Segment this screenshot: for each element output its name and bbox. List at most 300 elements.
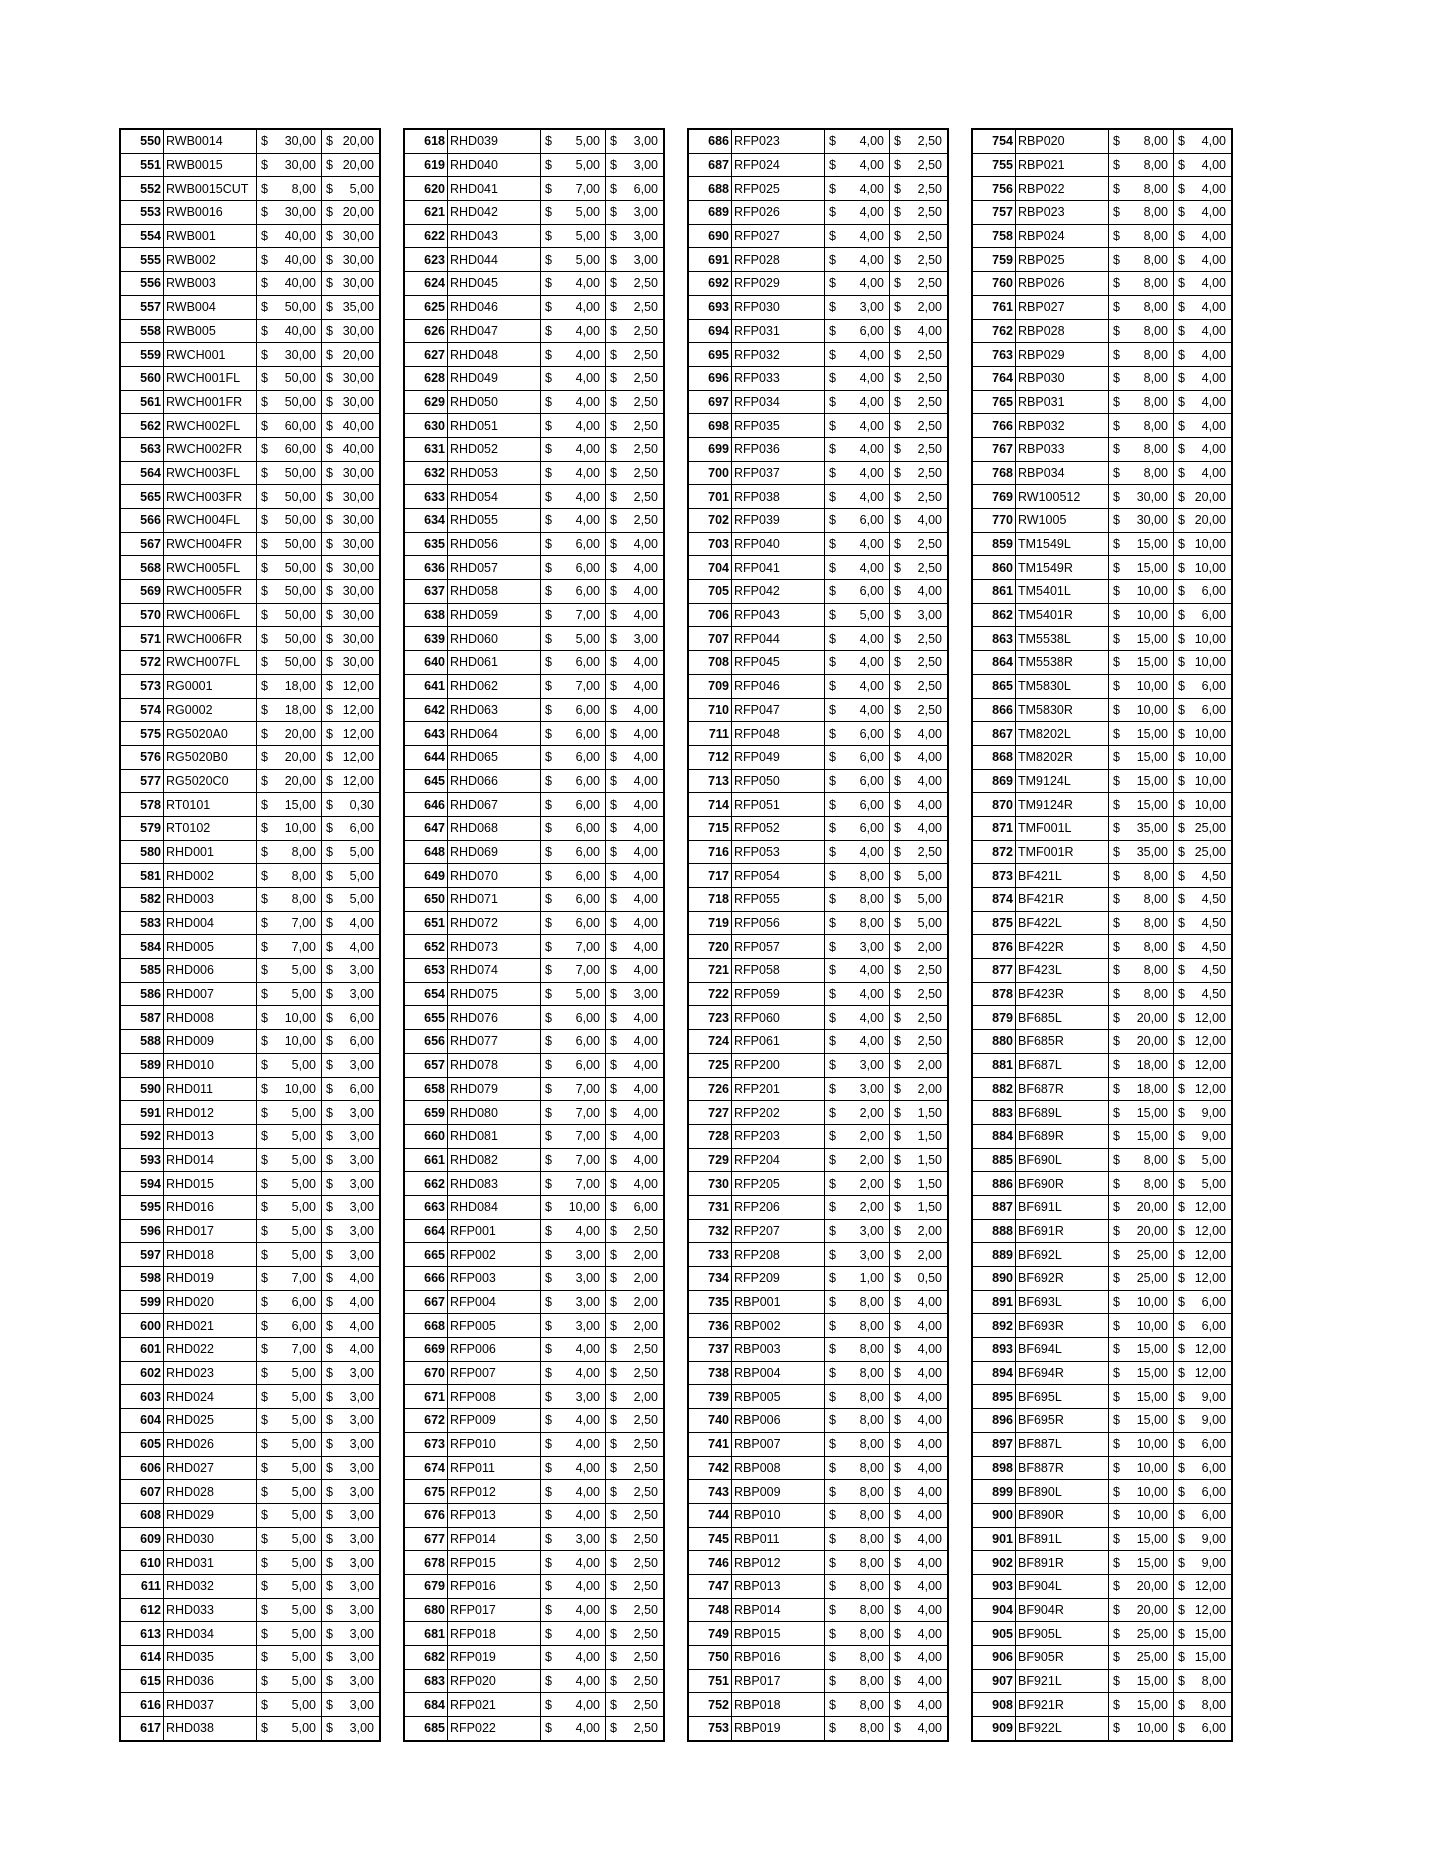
price-value: 7,00 (575, 939, 600, 954)
retail-price (257, 1717, 322, 1741)
retail-price (257, 911, 322, 935)
item-number: 645 (404, 769, 448, 793)
currency-symbol: $ (829, 465, 836, 480)
wholesale-price (322, 580, 381, 604)
currency-symbol: $ (1113, 1342, 1120, 1357)
currency-symbol: $ (326, 371, 333, 386)
retail-price (825, 1385, 890, 1409)
price-value: 40,00 (284, 252, 316, 267)
wholesale-price (322, 1717, 381, 1741)
item-code: RFP001 (448, 1219, 541, 1243)
item-number: 880 (972, 1030, 1016, 1054)
item-code: BF687R (1016, 1077, 1109, 1101)
item-number: 589 (120, 1053, 164, 1077)
price-value: 8,00 (1143, 134, 1168, 149)
price-value: 50,00 (284, 465, 316, 480)
retail-price (1109, 532, 1174, 556)
currency-symbol: $ (545, 1342, 552, 1357)
item-number: 897 (972, 1432, 1016, 1456)
wholesale-price (890, 343, 949, 367)
currency-symbol: $ (610, 560, 617, 575)
price-value: 4,00 (633, 939, 658, 954)
table-row (404, 674, 664, 698)
item-code: RHD016 (164, 1195, 257, 1219)
retail-price (257, 627, 322, 651)
item-number: 752 (688, 1693, 732, 1717)
item-number: 870 (972, 793, 1016, 817)
item-code: RWCH002FR (164, 437, 257, 461)
item-code: BF904R (1016, 1598, 1109, 1622)
price-value: 4,00 (1201, 181, 1226, 196)
item-number: 635 (404, 532, 448, 556)
currency-symbol: $ (610, 1674, 617, 1689)
item-code: BF921L (1016, 1669, 1109, 1693)
price-value: 10,00 (1136, 1484, 1168, 1499)
retail-price (541, 580, 606, 604)
price-value: 4,00 (633, 655, 658, 670)
retail-price (1109, 1314, 1174, 1338)
item-number: 699 (688, 437, 732, 461)
currency-symbol: $ (894, 252, 901, 267)
item-number: 618 (404, 129, 448, 153)
retail-price (1109, 911, 1174, 935)
currency-symbol: $ (829, 252, 836, 267)
retail-price (541, 1598, 606, 1622)
price-value: 10,00 (1194, 750, 1226, 765)
retail-price (825, 1314, 890, 1338)
currency-symbol: $ (326, 300, 333, 315)
currency-symbol: $ (326, 987, 333, 1002)
price-value: 50,00 (284, 560, 316, 575)
table-row (120, 959, 380, 983)
table-row (404, 1527, 664, 1551)
retail-price (541, 864, 606, 888)
table-row (688, 1598, 948, 1622)
wholesale-price (322, 1053, 381, 1077)
wholesale-price (322, 1622, 381, 1646)
wholesale-price (1174, 1503, 1233, 1527)
item-code: RHD023 (164, 1361, 257, 1385)
price-value: 8,00 (1143, 276, 1168, 291)
wholesale-price (890, 1480, 949, 1504)
price-value: 4,00 (633, 560, 658, 575)
item-number: 637 (404, 580, 448, 604)
item-number: 613 (120, 1622, 164, 1646)
currency-symbol: $ (1113, 158, 1120, 173)
price-value: 6,00 (575, 868, 600, 883)
wholesale-price (890, 532, 949, 556)
currency-symbol: $ (545, 1223, 552, 1238)
item-code: RHD058 (448, 580, 541, 604)
currency-symbol: $ (1113, 1697, 1120, 1712)
item-code: BF691L (1016, 1195, 1109, 1219)
item-code: RFP030 (732, 295, 825, 319)
table-row (120, 1574, 380, 1598)
price-value: 4,00 (575, 1460, 600, 1475)
currency-symbol: $ (326, 1650, 333, 1665)
price-value: 3,00 (349, 1460, 374, 1475)
currency-symbol: $ (545, 608, 552, 623)
item-code: RFP042 (732, 580, 825, 604)
currency-symbol: $ (829, 892, 836, 907)
table-row (120, 1646, 380, 1670)
retail-price (825, 793, 890, 817)
currency-symbol: $ (1113, 1010, 1120, 1025)
price-value: 35,00 (1136, 844, 1168, 859)
table-row (972, 485, 1232, 509)
currency-symbol: $ (326, 1223, 333, 1238)
currency-symbol: $ (261, 371, 268, 386)
wholesale-price (1174, 437, 1233, 461)
currency-symbol: $ (1178, 560, 1185, 575)
table-row (972, 603, 1232, 627)
item-number: 626 (404, 319, 448, 343)
retail-price (541, 1527, 606, 1551)
item-code: RT0101 (164, 793, 257, 817)
table-row (972, 1385, 1232, 1409)
price-table-3 (687, 128, 949, 1742)
currency-symbol: $ (545, 1058, 552, 1073)
price-value: 5,00 (291, 1389, 316, 1404)
item-code: RFP024 (732, 153, 825, 177)
item-number: 609 (120, 1527, 164, 1551)
currency-symbol: $ (1178, 418, 1185, 433)
item-number: 755 (972, 153, 1016, 177)
price-value: 2,50 (917, 181, 942, 196)
price-value: 3,00 (349, 1413, 374, 1428)
currency-symbol: $ (1178, 1366, 1185, 1381)
currency-symbol: $ (1178, 158, 1185, 173)
currency-symbol: $ (1113, 963, 1120, 978)
wholesale-price (606, 414, 665, 438)
price-value: 7,00 (575, 181, 600, 196)
item-number: 666 (404, 1267, 448, 1291)
currency-symbol: $ (1113, 1129, 1120, 1144)
item-code: RHD026 (164, 1432, 257, 1456)
item-code: RHD007 (164, 982, 257, 1006)
wholesale-price (606, 1267, 665, 1291)
item-code: RHD083 (448, 1172, 541, 1196)
currency-symbol: $ (1113, 1366, 1120, 1381)
currency-symbol: $ (261, 442, 268, 457)
currency-symbol: $ (894, 134, 901, 149)
price-value: 15,00 (1136, 655, 1168, 670)
price-value: 30,00 (342, 276, 374, 291)
retail-price (825, 911, 890, 935)
retail-price (825, 1527, 890, 1551)
retail-price (825, 177, 890, 201)
currency-symbol: $ (261, 252, 268, 267)
price-value: 4,00 (349, 1342, 374, 1357)
price-value: 25,00 (1136, 1247, 1168, 1262)
table-row (972, 982, 1232, 1006)
currency-symbol: $ (610, 1318, 617, 1333)
table-row (404, 224, 664, 248)
item-code: RFP039 (732, 509, 825, 533)
price-value: 4,00 (859, 205, 884, 220)
price-value: 50,00 (284, 513, 316, 528)
wholesale-price (890, 1409, 949, 1433)
item-number: 720 (688, 935, 732, 959)
currency-symbol: $ (610, 1058, 617, 1073)
price-value: 12,00 (1194, 1010, 1226, 1025)
item-code: RWCH004FR (164, 532, 257, 556)
price-value: 30,00 (342, 371, 374, 386)
table-row (972, 864, 1232, 888)
table-row (688, 651, 948, 675)
retail-price (825, 1219, 890, 1243)
item-code: BF890L (1016, 1480, 1109, 1504)
item-number: 763 (972, 343, 1016, 367)
table-row (688, 745, 948, 769)
currency-symbol: $ (829, 844, 836, 859)
currency-symbol: $ (545, 1579, 552, 1594)
wholesale-price (1174, 1030, 1233, 1054)
item-number: 573 (120, 674, 164, 698)
currency-symbol: $ (261, 229, 268, 244)
table-row (972, 1432, 1232, 1456)
wholesale-price (1174, 816, 1233, 840)
table-row (972, 319, 1232, 343)
item-code: RHD022 (164, 1338, 257, 1362)
item-number: 649 (404, 864, 448, 888)
table-row (972, 1574, 1232, 1598)
currency-symbol: $ (545, 1366, 552, 1381)
price-value: 4,00 (917, 1697, 942, 1712)
item-code: RHD042 (448, 201, 541, 225)
item-code: RWCH006FR (164, 627, 257, 651)
currency-symbol: $ (261, 750, 268, 765)
wholesale-price (606, 1101, 665, 1125)
retail-price (1109, 1195, 1174, 1219)
price-value: 8,00 (1143, 465, 1168, 480)
currency-symbol: $ (545, 1460, 552, 1475)
currency-symbol: $ (1178, 1697, 1185, 1712)
currency-symbol: $ (261, 300, 268, 315)
currency-symbol: $ (610, 1389, 617, 1404)
item-code: RFP051 (732, 793, 825, 817)
price-value: 2,50 (917, 489, 942, 504)
currency-symbol: $ (829, 205, 836, 220)
price-value: 8,00 (1201, 1674, 1226, 1689)
price-value: 4,00 (917, 1318, 942, 1333)
table-row (972, 414, 1232, 438)
table-row (688, 793, 948, 817)
item-code: BF890R (1016, 1503, 1109, 1527)
item-code: TM8202L (1016, 722, 1109, 746)
item-number: 652 (404, 935, 448, 959)
wholesale-price (606, 1527, 665, 1551)
price-value: 2,50 (633, 347, 658, 362)
table-row (404, 1314, 664, 1338)
currency-symbol: $ (545, 1413, 552, 1428)
wholesale-price (322, 437, 381, 461)
item-number: 868 (972, 745, 1016, 769)
currency-symbol: $ (545, 1484, 552, 1499)
item-number: 758 (972, 224, 1016, 248)
item-number: 687 (688, 153, 732, 177)
table-row (688, 911, 948, 935)
wholesale-price (322, 414, 381, 438)
price-value: 8,00 (859, 916, 884, 931)
currency-symbol: $ (894, 276, 901, 291)
retail-price (541, 1503, 606, 1527)
currency-symbol: $ (610, 821, 617, 836)
item-number: 877 (972, 959, 1016, 983)
currency-symbol: $ (894, 1721, 901, 1736)
item-code: BF692R (1016, 1267, 1109, 1291)
item-code: RBP003 (732, 1338, 825, 1362)
retail-price (257, 153, 322, 177)
currency-symbol: $ (1178, 655, 1185, 670)
currency-symbol: $ (1178, 134, 1185, 149)
price-value: 0,30 (349, 797, 374, 812)
table-row (120, 674, 380, 698)
price-value: 9,00 (1201, 1555, 1226, 1570)
table-row (972, 1551, 1232, 1575)
item-code: RHD030 (164, 1527, 257, 1551)
table-row (404, 1598, 664, 1622)
table-row (120, 1030, 380, 1054)
item-number: 557 (120, 295, 164, 319)
currency-symbol: $ (1178, 1129, 1185, 1144)
item-number: 654 (404, 982, 448, 1006)
price-value: 20,00 (1136, 1034, 1168, 1049)
wholesale-price (890, 864, 949, 888)
price-value: 3,00 (859, 300, 884, 315)
item-number: 888 (972, 1219, 1016, 1243)
price-value: 4,00 (349, 1271, 374, 1286)
currency-symbol: $ (610, 1295, 617, 1310)
currency-symbol: $ (1178, 1626, 1185, 1641)
retail-price (825, 129, 890, 153)
item-number: 657 (404, 1053, 448, 1077)
currency-symbol: $ (1113, 750, 1120, 765)
retail-price (541, 982, 606, 1006)
currency-symbol: $ (1178, 726, 1185, 741)
price-value: 3,00 (349, 1602, 374, 1617)
item-number: 607 (120, 1480, 164, 1504)
table-row (972, 1598, 1232, 1622)
currency-symbol: $ (1113, 347, 1120, 362)
currency-symbol: $ (326, 394, 333, 409)
retail-price (825, 153, 890, 177)
currency-symbol: $ (1178, 1034, 1185, 1049)
retail-price (825, 1551, 890, 1575)
item-number: 598 (120, 1267, 164, 1291)
price-value: 40,00 (284, 229, 316, 244)
item-code: RFP048 (732, 722, 825, 746)
currency-symbol: $ (261, 1460, 268, 1475)
retail-price (257, 1030, 322, 1054)
price-value: 18,00 (284, 679, 316, 694)
price-value: 8,00 (859, 1674, 884, 1689)
table-row (120, 1385, 380, 1409)
table-row (972, 911, 1232, 935)
price-value: 2,50 (633, 1437, 658, 1452)
retail-price (257, 1527, 322, 1551)
item-number: 861 (972, 580, 1016, 604)
item-code: RFP200 (732, 1053, 825, 1077)
price-value: 6,00 (575, 702, 600, 717)
price-value: 2,00 (917, 300, 942, 315)
currency-symbol: $ (829, 181, 836, 196)
wholesale-price (890, 651, 949, 675)
price-value: 4,00 (917, 1437, 942, 1452)
price-value: 5,00 (291, 1058, 316, 1073)
wholesale-price (606, 698, 665, 722)
table-row (688, 248, 948, 272)
price-value: 3,00 (575, 1271, 600, 1286)
table-row (972, 1409, 1232, 1433)
currency-symbol: $ (1178, 181, 1185, 196)
wholesale-price (606, 888, 665, 912)
retail-price (257, 129, 322, 153)
item-code: RHD013 (164, 1124, 257, 1148)
price-value: 3,00 (575, 1531, 600, 1546)
item-code: BF422R (1016, 935, 1109, 959)
wholesale-price (1174, 509, 1233, 533)
price-value: 4,00 (917, 1674, 942, 1689)
item-number: 569 (120, 580, 164, 604)
item-number: 631 (404, 437, 448, 461)
retail-price (1109, 698, 1174, 722)
retail-price (1109, 1480, 1174, 1504)
price-value: 5,00 (575, 252, 600, 267)
currency-symbol: $ (1113, 1602, 1120, 1617)
wholesale-price (890, 935, 949, 959)
item-code: RHD045 (448, 272, 541, 296)
price-value: 8,00 (291, 181, 316, 196)
currency-symbol: $ (829, 655, 836, 670)
item-code: RFP007 (448, 1361, 541, 1385)
price-value: 2,00 (859, 1200, 884, 1215)
item-code: RBP034 (1016, 461, 1109, 485)
price-value: 20,00 (1136, 1579, 1168, 1594)
currency-symbol: $ (261, 726, 268, 741)
retail-price (1109, 1527, 1174, 1551)
item-number: 726 (688, 1077, 732, 1101)
retail-price (1109, 485, 1174, 509)
item-number: 641 (404, 674, 448, 698)
item-code: RFP050 (732, 769, 825, 793)
table-row (120, 1148, 380, 1172)
table-row (972, 1527, 1232, 1551)
currency-symbol: $ (610, 1223, 617, 1238)
wholesale-price (1174, 153, 1233, 177)
price-value: 6,00 (575, 1010, 600, 1025)
item-code: RHD040 (448, 153, 541, 177)
item-number: 648 (404, 840, 448, 864)
retail-price (1109, 437, 1174, 461)
retail-price (257, 319, 322, 343)
price-value: 6,00 (859, 750, 884, 765)
item-code: RWB0016 (164, 201, 257, 225)
item-number: 616 (120, 1693, 164, 1717)
price-value: 25,00 (1136, 1271, 1168, 1286)
price-value: 4,00 (1201, 205, 1226, 220)
price-value: 12,00 (1194, 1081, 1226, 1096)
price-value: 4,00 (633, 750, 658, 765)
table-row (972, 1480, 1232, 1504)
item-code: RHD066 (448, 769, 541, 793)
currency-symbol: $ (326, 537, 333, 552)
currency-symbol: $ (1113, 1318, 1120, 1333)
wholesale-price (322, 1243, 381, 1267)
item-number: 554 (120, 224, 164, 248)
item-code: RFP028 (732, 248, 825, 272)
currency-symbol: $ (545, 1437, 552, 1452)
